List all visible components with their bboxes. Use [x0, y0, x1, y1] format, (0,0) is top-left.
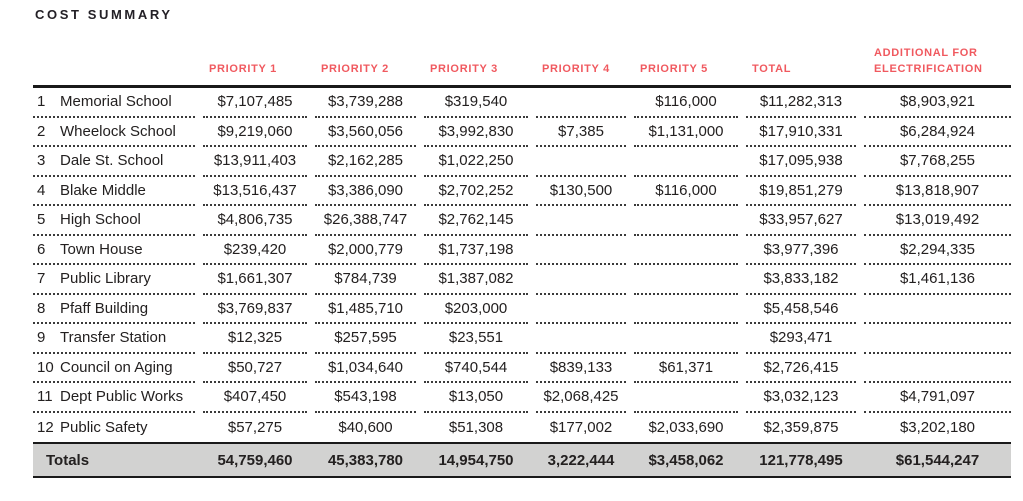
- cell-additional: $8,903,921: [864, 88, 1011, 118]
- row-number: 12: [37, 418, 54, 436]
- cell-priority-1: $3,769,837: [203, 295, 307, 325]
- column-header-priority-4: PRIORITY 4: [542, 63, 610, 76]
- table-row: [33, 383, 1011, 413]
- cell-priority-5: $1,131,000: [634, 118, 738, 148]
- cell-priority-5: $116,000: [634, 177, 738, 207]
- cell-additional: [864, 324, 1011, 354]
- cell-priority-2: $3,560,056: [315, 118, 416, 148]
- cell-priority-3: $51,308: [448, 418, 504, 436]
- cell-priority-1: $50,727: [203, 354, 307, 384]
- cell-priority-4: $839,133: [536, 354, 626, 384]
- cell-total: $17,910,331: [746, 118, 856, 148]
- column-header-priority-2: PRIORITY 2: [321, 63, 389, 76]
- cell-total: $17,095,938: [746, 147, 856, 177]
- row-number: 1: [37, 93, 46, 111]
- row-name: Transfer Station: [60, 329, 167, 347]
- cell-total: $293,471: [746, 324, 856, 354]
- cell-total: $33,957,627: [746, 206, 856, 236]
- cost-summary-table: [33, 22, 1011, 478]
- row-name: Town House: [60, 240, 143, 258]
- cell-priority-1: $9,219,060: [203, 118, 307, 148]
- cell-additional: $7,768,255: [864, 147, 1011, 177]
- cell-priority-5: [634, 236, 738, 266]
- cell-priority-3: $3,992,830: [424, 118, 528, 148]
- cell-priority-5: [634, 383, 738, 413]
- cell-priority-4: [536, 265, 626, 295]
- cell-priority-4: $130,500: [536, 177, 626, 207]
- totals-additional: $61,544,247: [895, 451, 980, 469]
- table-row: [33, 118, 1011, 148]
- cell-priority-2: $1,485,710: [315, 295, 416, 325]
- row-name: Dept Public Works: [60, 388, 184, 406]
- row-number: 7: [37, 270, 46, 288]
- cell-priority-1: $407,450: [203, 383, 307, 413]
- row-number: 9: [37, 329, 46, 347]
- cell-total: $2,726,415: [746, 354, 856, 384]
- cell-priority-1: $4,806,735: [203, 206, 307, 236]
- cell-priority-4: [536, 324, 626, 354]
- table-row: [33, 413, 1011, 443]
- cell-priority-2: $26,388,747: [315, 206, 416, 236]
- cell-priority-4: [536, 206, 626, 236]
- cell-priority-4: $2,068,425: [536, 383, 626, 413]
- table-row: [33, 147, 1011, 177]
- cell-priority-2: $3,739,288: [315, 88, 416, 118]
- table-row: [33, 354, 1011, 384]
- cell-priority-4: [536, 147, 626, 177]
- cell-total: $19,851,279: [746, 177, 856, 207]
- row-number: 11: [37, 388, 53, 406]
- totals-priority-5: $3,458,062: [648, 451, 724, 469]
- cell-priority-5: [634, 265, 738, 295]
- column-header-total: TOTAL: [752, 63, 792, 76]
- cell-priority-3: $319,540: [424, 88, 528, 118]
- cell-priority-2: $784,739: [315, 265, 416, 295]
- cell-priority-3: $13,050: [424, 383, 528, 413]
- cell-total: $2,359,875: [763, 418, 839, 436]
- table-row: [33, 265, 1011, 295]
- cell-priority-1: $12,325: [203, 324, 307, 354]
- cell-priority-5: [634, 206, 738, 236]
- cell-additional: $2,294,335: [864, 236, 1011, 266]
- cell-priority-1: $57,275: [227, 418, 283, 436]
- row-number: 6: [37, 240, 46, 258]
- cell-priority-5: [634, 324, 738, 354]
- cell-total: $5,458,546: [746, 295, 856, 325]
- cell-priority-5: $2,033,690: [648, 418, 724, 436]
- column-header-priority-1: PRIORITY 1: [209, 63, 277, 76]
- row-name: Dale St. School: [60, 152, 164, 170]
- row-number: 8: [37, 299, 46, 317]
- cell-priority-1: $239,420: [203, 236, 307, 266]
- totals-total: 121,778,495: [759, 451, 843, 469]
- row-number: 2: [37, 122, 46, 140]
- cell-priority-3: $1,022,250: [424, 147, 528, 177]
- cell-priority-4: $177,002: [549, 418, 613, 436]
- row-number: 10: [37, 358, 54, 376]
- cell-priority-2: $2,162,285: [315, 147, 416, 177]
- cell-priority-4: [536, 236, 626, 266]
- row-name: Public Safety: [60, 418, 148, 436]
- row-name: Wheelock School: [60, 122, 176, 140]
- table-row: [33, 324, 1011, 354]
- cell-priority-2: $2,000,779: [315, 236, 416, 266]
- cell-priority-4: [536, 295, 626, 325]
- column-header-additional-for-electrification: [864, 46, 1011, 78]
- cell-additional: $3,202,180: [899, 418, 976, 436]
- cell-additional: $1,461,136: [864, 265, 1011, 295]
- table-row: [33, 295, 1011, 325]
- table-row: [33, 177, 1011, 207]
- cell-priority-3: $23,551: [424, 324, 528, 354]
- table-row: [33, 236, 1011, 266]
- column-header-additional-line1: ADDITIONAL FOR: [874, 47, 978, 60]
- cell-additional: $6,284,924: [864, 118, 1011, 148]
- cell-additional: [864, 295, 1011, 325]
- cell-priority-2: $257,595: [315, 324, 416, 354]
- row-name: Public Library: [60, 270, 151, 288]
- cell-priority-2: $1,034,640: [315, 354, 416, 384]
- totals-priority-2: 45,383,780: [327, 451, 404, 469]
- cell-priority-1: $1,661,307: [203, 265, 307, 295]
- table-row: [33, 88, 1011, 118]
- cell-priority-3: $2,702,252: [424, 177, 528, 207]
- column-header-priority-3: PRIORITY 3: [430, 63, 498, 76]
- cell-additional: $13,818,907: [864, 177, 1011, 207]
- cell-priority-3: $1,737,198: [424, 236, 528, 266]
- row-name: Council on Aging: [60, 358, 173, 376]
- cell-priority-5: [634, 295, 738, 325]
- page-title: COST SUMMARY: [35, 7, 173, 22]
- cell-priority-5: [634, 147, 738, 177]
- row-number: 4: [37, 181, 46, 199]
- table-header-row: [33, 22, 1011, 85]
- row-name: Blake Middle: [60, 181, 146, 199]
- cell-priority-1: $13,516,437: [203, 177, 307, 207]
- cell-additional: [864, 354, 1011, 384]
- cell-priority-1: $13,911,403: [203, 147, 307, 177]
- totals-priority-1: 54,759,460: [217, 451, 293, 469]
- cell-total: $3,977,396: [746, 236, 856, 266]
- cell-additional: $4,791,097: [864, 383, 1011, 413]
- cell-priority-3: $203,000: [424, 295, 528, 325]
- cell-priority-2: $40,600: [338, 418, 393, 436]
- cell-priority-5: $116,000: [634, 88, 738, 118]
- row-number: 3: [37, 152, 46, 170]
- row-name: Memorial School: [60, 93, 172, 111]
- table-totals-row: [33, 442, 1011, 478]
- cell-priority-4: $7,385: [536, 118, 626, 148]
- cell-total: $3,032,123: [746, 383, 856, 413]
- row-name: High School: [60, 211, 141, 229]
- cell-priority-3: $2,762,145: [424, 206, 528, 236]
- cell-priority-2: $543,198: [315, 383, 416, 413]
- totals-priority-4: 3,222,444: [547, 451, 615, 469]
- cell-priority-2: $3,386,090: [315, 177, 416, 207]
- column-header-additional-line2: ELECTRIFICATION: [874, 63, 983, 76]
- cell-total: $11,282,313: [746, 88, 856, 118]
- table-row: [33, 206, 1011, 236]
- cell-priority-5: $61,371: [634, 354, 738, 384]
- cell-priority-3: $740,544: [424, 354, 528, 384]
- cell-additional: $13,019,492: [864, 206, 1011, 236]
- cell-priority-1: $7,107,485: [203, 88, 307, 118]
- row-name: Pfaff Building: [60, 299, 149, 317]
- cell-priority-4: [536, 88, 626, 118]
- cell-total: $3,833,182: [746, 265, 856, 295]
- row-number: 5: [37, 211, 46, 229]
- cell-priority-3: $1,387,082: [424, 265, 528, 295]
- column-header-priority-5: PRIORITY 5: [640, 63, 708, 76]
- totals-priority-3: 14,954,750: [438, 451, 514, 469]
- totals-label: Totals: [46, 451, 90, 469]
